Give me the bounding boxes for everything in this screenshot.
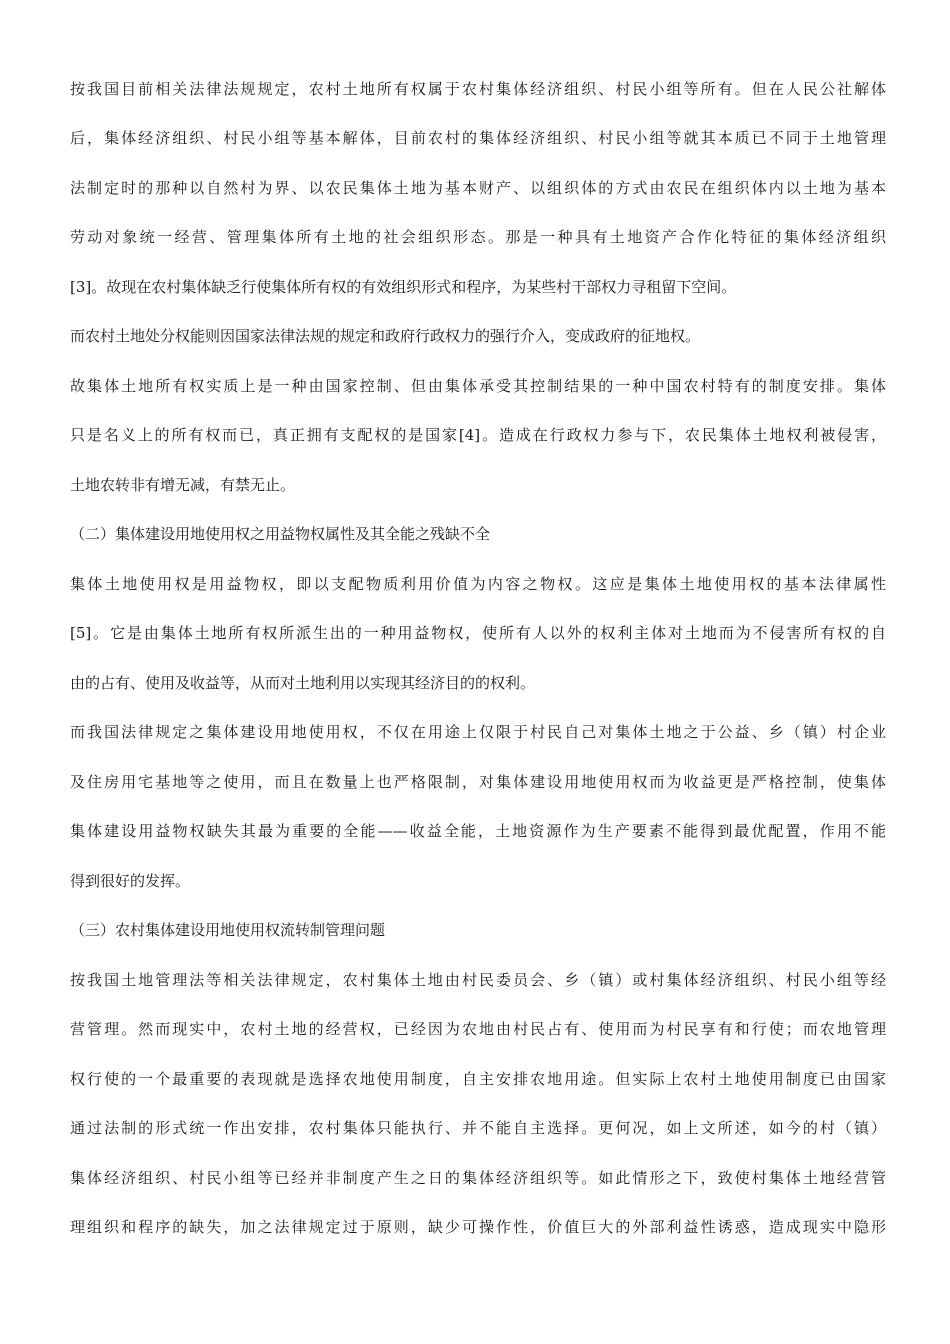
- text-line: 集体土地使用权是用益物权，即以支配物质利用价值为内容之物权。这应是集体土地使用权的基本法律属性: [70, 575, 886, 593]
- text-line: 集体建设用益物权缺失其最为重要的全能——收益全能，土地资源作为生产要素不能得到最优配置，作用不能: [70, 822, 886, 840]
- text-line: 集体经济组织、村民小组等已经并非制度产生之日的集体经济组织等。如此情形之下，致使村集体土地经营管: [70, 1169, 886, 1187]
- section-heading: （三）农村集体建设用地使用权流转制管理问题: [70, 921, 386, 939]
- text-line: 土地农转非有增无减，有禁无止。: [70, 476, 296, 494]
- text-line: 得到很好的发挥。: [70, 872, 191, 890]
- text-line: 故集体土地所有权实质上是一种由国家控制、但由集体承受其控制结果的一种中国农村特有的制度安排。集体: [70, 377, 886, 395]
- text-line: 由的占有、使用及收益等，从而对土地利用以实现其经济目的的权利。: [70, 674, 536, 692]
- text-line: [3]。故现在农村集体缺乏行使集体所有权的有效组织形式和程序，为某些村干部权力寻租留下空间。: [70, 278, 737, 296]
- text-line: 理组织和程序的缺失，加之法律规定过于原则，缺少可操作性，价值巨大的外部利益性诱惑，造成现实中隐形: [70, 1218, 886, 1236]
- text-line: 而农村土地处分权能则因国家法律法规的规定和政府行政权力的强行介入，变成政府的征地权。: [70, 327, 701, 345]
- text-line: [5]。它是由集体土地所有权所派生出的一种用益物权，使所有人以外的权利主体对土地而为不侵害所有权的自: [70, 624, 886, 642]
- text-line: 通过法制的形式统一作出安排，农村集体只能执行、并不能自主选择。更何况，如上文所述，如今的村（镇）: [70, 1119, 886, 1137]
- text-line: 权行使的一个最重要的表现就是选择农地使用制度，自主安排农地用途。但实际上农村土地使用制度已由国家: [70, 1070, 886, 1088]
- text-line: 及住房用宅基地等之使用，而且在数量上也严格限制，对集体建设用地使用权而为收益更是严格控制，使集体: [70, 773, 886, 791]
- text-line: 按我国目前相关法律法规规定，农村土地所有权属于农村集体经济组织、村民小组等所有。但在人民公社解体: [70, 80, 886, 98]
- text-line: 营管理。然而现实中，农村土地的经营权，已经因为农地由村民占有、使用而为村民享有和行使；而农地管理: [70, 1020, 886, 1038]
- text-line: 而我国法律规定之集体建设用地使用权，不仅在用途上仅限于村民自己对集体土地之于公益、乡（镇）村企业: [70, 723, 886, 741]
- section-heading: （二）集体建设用地使用权之用益物权属性及其全能之残缺不全: [70, 525, 491, 543]
- text-line: 只是名义上的所有权而已，真正拥有支配权的是国家[4]。造成在行政权力参与下，农民集体土地权利被侵害，: [70, 426, 886, 444]
- text-line: 按我国土地管理法等相关法律规定，农村集体土地由村民委员会、乡（镇）或村集体经济组织、村民小组等经: [70, 971, 886, 989]
- text-line: 后，集体经济组织、村民小组等基本解体，目前农村的集体经济组织、村民小组等就其本质已不同于土地管理: [70, 129, 886, 147]
- text-line: 法制定时的那种以自然村为界、以农民集体土地为基本财产、以组织体的方式由农民在组织体内以土地为基本: [70, 179, 886, 197]
- text-line: 劳动对象统一经营、管理集体所有土地的社会组织形态。那是一种具有土地资产合作化特征的集体经济组织: [70, 228, 886, 246]
